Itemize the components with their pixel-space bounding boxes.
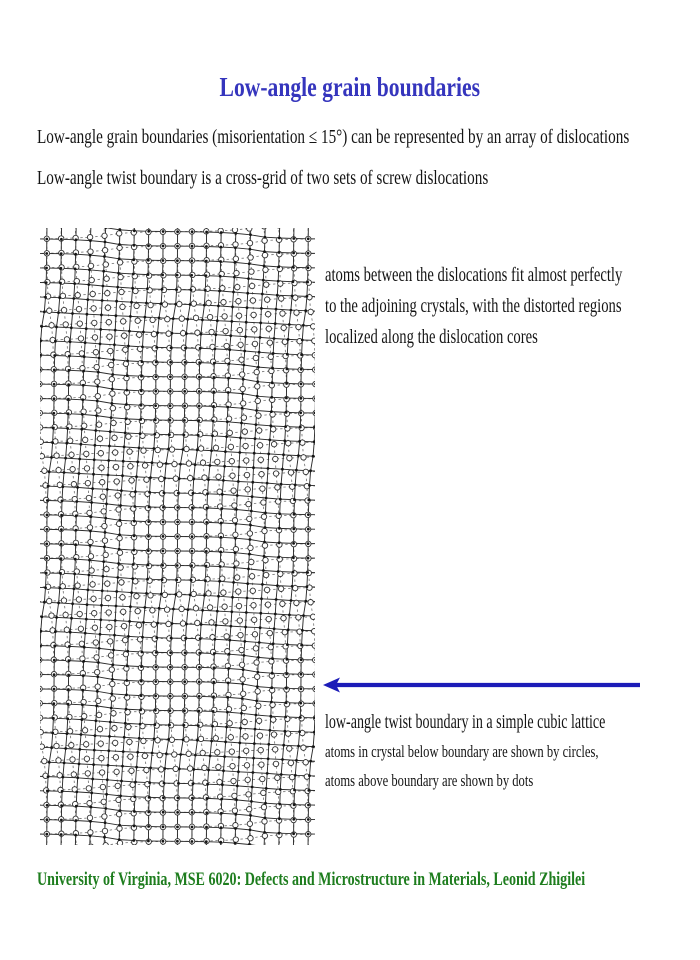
note-line-2: to the adjoining crystals, with the distorted regions bbox=[325, 296, 622, 317]
twist-boundary-figure bbox=[40, 228, 315, 845]
lattice-moire-graphic bbox=[40, 228, 315, 845]
left-arrow-icon bbox=[322, 676, 642, 694]
note-line-3: localized along the dislocation cores bbox=[325, 327, 538, 348]
footer-credit: University of Virginia, MSE 6020: Defects and Microstructure in Materials, Leonid Zhigilei bbox=[37, 870, 586, 890]
caption-line-2: atoms in crystal below boundary are shown by circles, bbox=[325, 742, 599, 761]
figure-caption bbox=[325, 708, 700, 795]
caption-line-1: low-angle twist boundary in a simple cubic lattice bbox=[325, 712, 606, 733]
intro-line-2: Low-angle twist boundary is a cross-grid of two sets of screw dislocations bbox=[37, 167, 489, 189]
page-title bbox=[0, 72, 700, 103]
note-line-1: atoms between the dislocations fit almost perfectly bbox=[325, 265, 623, 286]
caption-line-3: atoms above boundary are shown by dots bbox=[325, 770, 534, 790]
page-title-text: Low-angle grain boundaries bbox=[219, 72, 481, 102]
note-block bbox=[325, 260, 700, 353]
intro-line-1: Low-angle grain boundaries (misorientation ≤ 15°) can be represented by an array of dislocations bbox=[37, 126, 630, 148]
